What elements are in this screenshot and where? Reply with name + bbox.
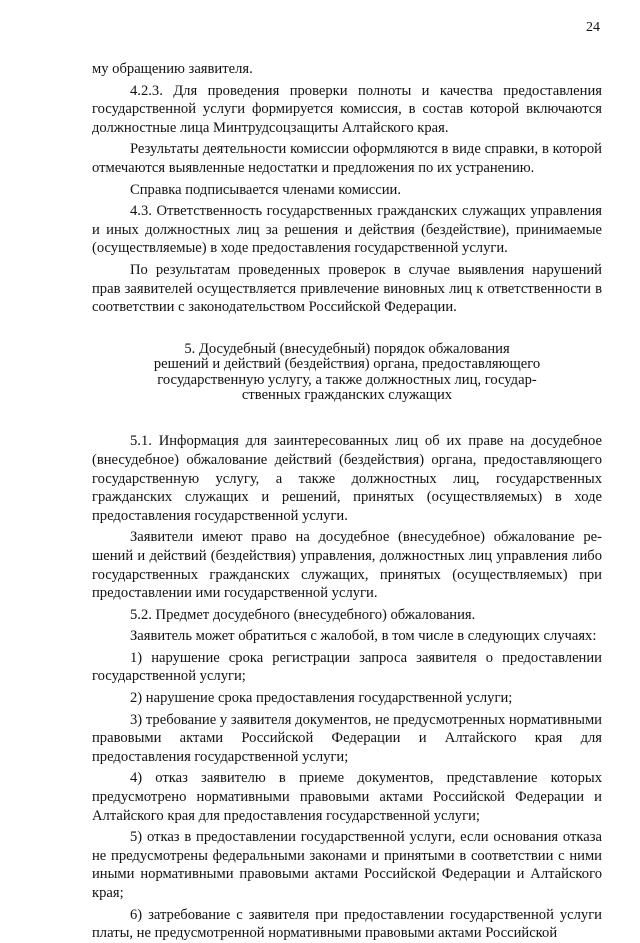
heading-line: 5. Досудебный (внесудебный) порядок обжалования	[184, 340, 510, 357]
paragraph: Справка подписывается членами комиссии.	[130, 181, 401, 198]
section-5-text	[92, 432, 602, 942]
list-item: 6) затребование с заявителя при предоставлении государственной услуги платы, не предусмотренной нормативными правовыми актами Российской	[92, 906, 602, 942]
paragraph: 5.2. Предмет досудебного (внесудебного) обжалования.	[130, 606, 476, 623]
paragraph: Заявители имеют право на досудебное (внесудебное) обжалование решений и действий (бездействия) управления, должностных лиц управления либо государственных гражданских служащих, принятых (осуществляемых) при предоставлении ими государственной услуги.	[92, 529, 602, 602]
list-item: 4) отказ заявителю в приеме документов, представление которых предусмотрено нормативными правовыми актами Российской Федерации и Алтайского края для предоставления государственной услуги;	[92, 770, 602, 824]
list-item: 2) нарушение срока предоставления государственной услуги;	[130, 690, 513, 707]
document-body	[92, 60, 602, 943]
heading-line: государственную услугу, а также должностных лиц, государ-	[157, 371, 537, 388]
section-5-heading	[92, 342, 602, 404]
section-4-text	[92, 60, 602, 317]
list-item: 3) требование у заявителя документов, не предусмотренных нормативными правовыми актами Российской Федерации и Алтайского края для предоставления государственной услуги;	[92, 711, 602, 765]
list-item: 1) нарушение срока регистрации запроса заявителя о предоставлении государственной услуги;	[92, 649, 602, 685]
paragraph: Заявитель может обратиться с жалобой, в том числе в следующих случаях:	[130, 628, 597, 645]
paragraph: 4.3. Ответственность государственных гражданских служащих управления и иных должностных лиц за решения и действия (бездействие), принимаемые (осуществляемые) в ходе предоставления государственной услуги.	[92, 203, 602, 257]
paragraph: По результатам проведенных проверок в случае выявления нарушений прав заявителей осуществляется привлечение виновных лиц к ответственности в соответствии с законодательством Российской Федерации.	[92, 261, 602, 316]
list-item: 5) отказ в предоставлении государственной услуги, если основания отказа не предусмотрены федеральными законами и принятыми в соответствии с ними иными нормативными правовыми актами Российской Федерации и Алтайского края;	[92, 829, 602, 901]
heading-line: ственных гражданских служащих	[241, 386, 453, 403]
page-number: 24	[586, 20, 600, 35]
paragraph: 4.2.3. Для проведения проверки полноты и качества предоставления государственной услуги формируется комиссия, в состав которой включаются должностные лица Минтрудсоцзащиты Алтайского края.	[92, 82, 602, 136]
heading-line: решений и действий (бездействия) органа, предоставляющего	[153, 356, 541, 373]
paragraph: Результаты деятельности комиссии оформляются в виде справки, в которой отмечаются выявленные недостатки и предложения по их устранению.	[92, 141, 602, 176]
paragraph: му обращению заявителя.	[92, 61, 253, 77]
paragraph: 5.1. Информация для заинтересованных лиц об их праве на досудебное (внесудебное) обжалование действий (бездействия) органа, предоставляющего государственную услугу, а также должностных лиц, государственных гражданских служащих и решений, принятых (осуществляемых) в ходе предоставления государственной услуги.	[92, 433, 602, 524]
